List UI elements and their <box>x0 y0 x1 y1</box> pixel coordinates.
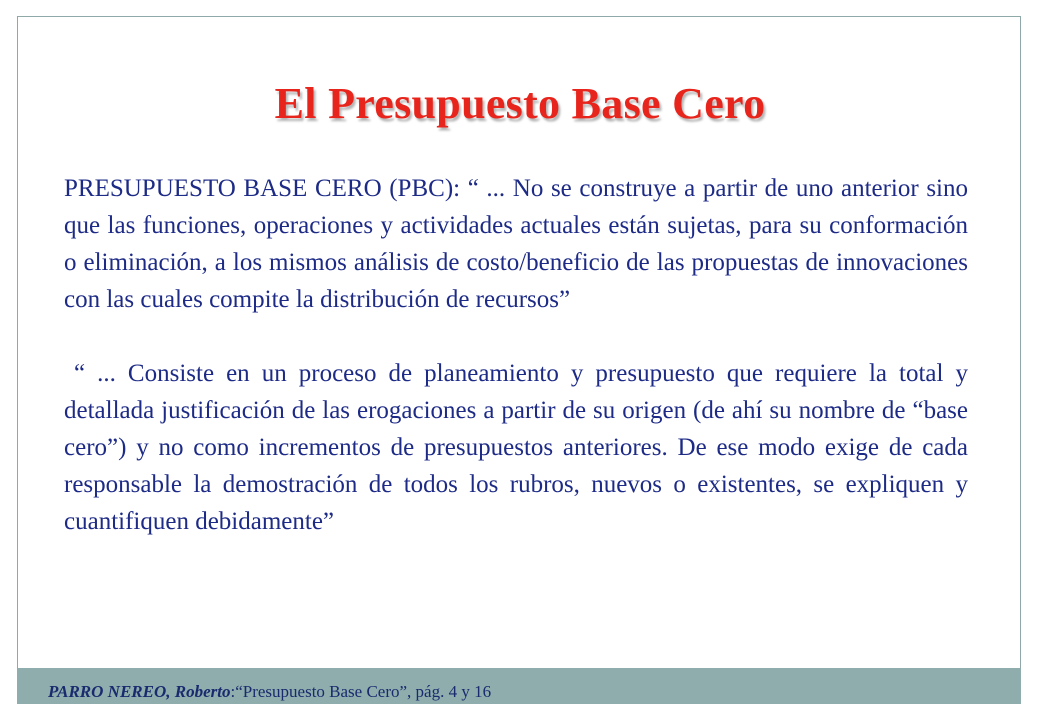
citation-author-first: Roberto <box>170 682 231 701</box>
citation-author-surname: PARRO NEREO, <box>48 682 171 701</box>
paragraph-spacer <box>64 318 968 355</box>
paragraph-definition: PRESUPUESTO BASE CERO (PBC): “ ... No se construye a partir de uno anterior sino que las funciones, operaciones y actividades actuales están sujetas, para su conformación o eliminación, a los mismos análisis de costo/beneficio de las propuestas de innovaciones con las cuales compite la distribución de recursos” <box>64 175 968 313</box>
slide-title: El Presupuesto Base Cero <box>274 79 766 128</box>
paragraph-process: “ ... Consiste en un proceso de planeamiento y presupuesto que requiere la total y detallada justificación de las erogaciones a partir de su origen (de ahí su nombre de “base cero”) y no como incrementos de presupuestos anteriores. De ese modo exige de cada responsable la demostración de todos los rubros, nuevos o existentes, se expliquen y cuantifiquen debidamente” <box>64 360 968 535</box>
citation-work: :“Presupuesto Base Cero”, pág. 4 y 16 <box>230 682 492 701</box>
citation <box>48 682 491 702</box>
slide-body <box>64 170 968 540</box>
